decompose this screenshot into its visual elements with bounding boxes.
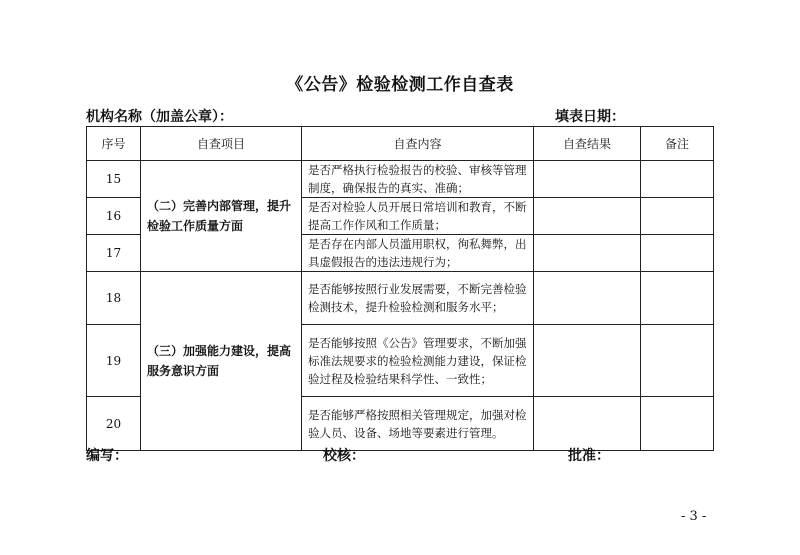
org-name-label: 机构名称（加盖公章）： [86,109,233,125]
row-result-cell[interactable] [534,325,641,397]
header-item: 自查项目 [141,127,302,161]
group-item-capability-building: （三）加强能力建设，提高服务意识方面 [141,272,302,451]
group-item-internal-management: （二）完善内部管理，提升检验工作质量方面 [141,161,302,272]
row-result-cell[interactable] [534,397,641,451]
row-content: 是否能够按照《公告》管理要求，不断加强标准法规要求的检验检测能力建设，保证检验过程及检验结果科学性、一致性； [302,325,534,397]
approver-label: 批准： [568,448,610,464]
row-number: 19 [87,325,141,397]
row-remark-cell[interactable] [641,161,714,198]
header-result: 自查结果 [534,127,641,161]
row-remark-cell[interactable] [641,235,714,272]
row-number: 20 [87,397,141,451]
table-row [87,161,714,198]
table-row [87,272,714,325]
row-number: 17 [87,235,141,272]
row-content: 是否能够按照行业发展需要，不断完善检验检测技术，提升检验检测和服务水平； [302,272,534,325]
row-result-cell[interactable] [534,235,641,272]
table-header-row [87,127,714,161]
row-result-cell[interactable] [534,272,641,325]
header-serial: 序号 [87,127,141,161]
row-number: 18 [87,272,141,325]
page-title: 《公告》检验检测工作自查表 [286,75,514,95]
header-content: 自查内容 [302,127,534,161]
checker-label: 校核： [323,448,365,464]
row-content: 是否存在内部人员滥用职权，徇私舞弊，出具虚假报告的违法违规行为； [302,235,534,272]
row-number: 16 [87,198,141,235]
row-content: 是否对检验人员开展日常培训和教育，不断提高工作作风和工作质量； [302,198,534,235]
fill-date-label: 填表日期： [555,109,625,125]
row-number: 15 [87,161,141,198]
row-remark-cell[interactable] [641,198,714,235]
compiler-label: 编写： [86,448,128,464]
self-check-table [86,126,714,451]
row-content: 是否能够严格按照相关管理规定，加强对检验人员、设备、场地等要素进行管理。 [302,397,534,451]
row-result-cell[interactable] [534,198,641,235]
header-remark: 备注 [641,127,714,161]
row-remark-cell[interactable] [641,325,714,397]
page-number: - 3 - [681,509,707,524]
row-remark-cell[interactable] [641,397,714,451]
row-result-cell[interactable] [534,161,641,198]
row-content: 是否严格执行检验报告的校验、审核等管理制度，确保报告的真实、准确； [302,161,534,198]
row-remark-cell[interactable] [641,272,714,325]
